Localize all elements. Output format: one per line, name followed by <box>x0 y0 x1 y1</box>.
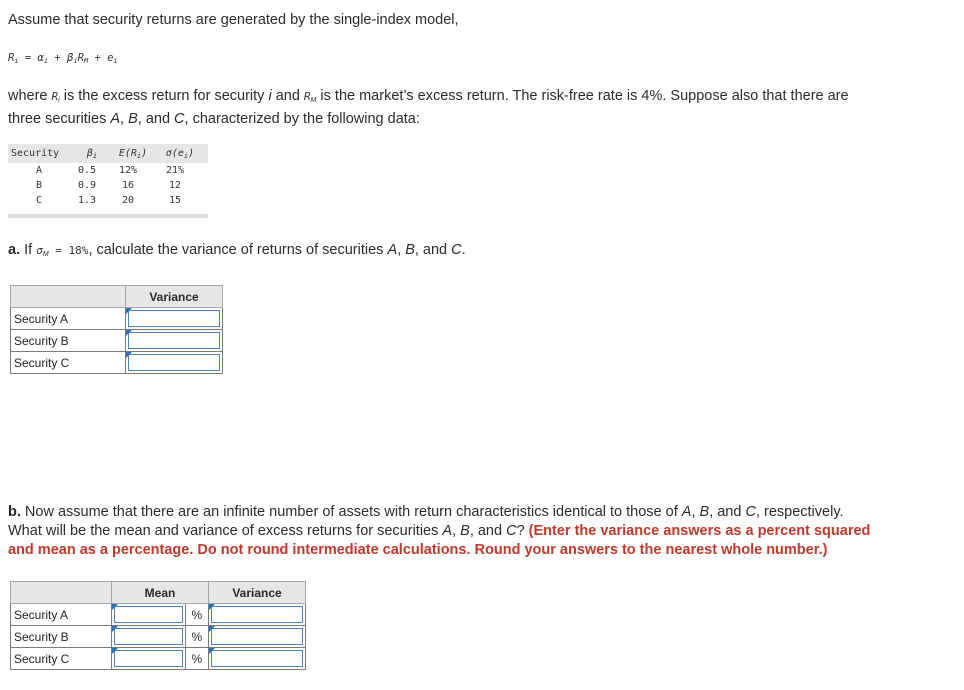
variance-column-header: Variance <box>126 286 223 308</box>
input-flag-icon <box>209 648 215 654</box>
input-flag-icon <box>112 604 118 610</box>
data-table-header: Security $\beta_i$ $E(R_i)$ $\sigma(e_i)$ <box>8 144 208 163</box>
row-label-security-a: Security A <box>11 308 126 330</box>
table-divider <box>8 214 208 218</box>
instructions-red-text-2: and mean as a percentage. Do not round intermediate calculations. Round your answers to the nearest whole number.) <box>8 542 828 558</box>
security-data-table <box>8 144 208 218</box>
variance-input-c[interactable] <box>126 352 223 374</box>
mean-input-b[interactable] <box>112 626 186 648</box>
part-a-question: a. If $\sigma_M = 18\%$, calculate the variance of returns of securities A, B, and C. <box>8 242 466 258</box>
percent-unit: % <box>185 604 208 626</box>
instructions-red-text: (Enter the variance answers as a percent squared <box>528 523 871 539</box>
percent-unit: % <box>185 648 208 670</box>
row-label-security-b: Security B <box>11 626 112 648</box>
mean-variance-answer-table <box>10 581 306 670</box>
input-flag-icon <box>112 648 118 654</box>
description-paragraph: where $R_i$ is the excess return for security i and $R_M$ is the market’s excess return. The risk-free rate is 4%. Suppose also that there are three securities A, B, and C, characterized by the following data: <box>8 88 849 127</box>
variance-answer-table <box>10 285 223 374</box>
mean-column-header: Mean <box>112 582 209 604</box>
mean-input-a[interactable] <box>112 604 186 626</box>
input-flag-icon <box>209 604 215 610</box>
variance-input-b[interactable] <box>126 330 223 352</box>
input-flag-icon <box>126 308 132 314</box>
variance-input-b[interactable] <box>209 626 306 648</box>
variance-input-c[interactable] <box>209 648 306 670</box>
variance-input-a[interactable] <box>126 308 223 330</box>
intro-text: Assume that security returns are generated by the single-index model, <box>8 12 459 28</box>
part-b-question: b. Now assume that there are an infinite number of assets with return characteristics identical to those of A, B, and C, respectively. What will be the mean and variance of excess returns for securities A, B, and C? (Enter the variance answers as a percent squared and mean as a percentage. Do not round intermediate calculations. Round your answers to the nearest whole number.) <box>8 504 871 558</box>
row-label-security-c: Security C <box>11 352 126 374</box>
row-label-security-b: Security B <box>11 330 126 352</box>
input-flag-icon <box>126 352 132 358</box>
percent-unit: % <box>185 626 208 648</box>
input-flag-icon <box>209 626 215 632</box>
input-flag-icon <box>112 626 118 632</box>
data-row-a: A 0.5 12% 21% <box>35 165 185 176</box>
single-index-formula: $R_i = \alpha_i + \beta_iR_M + e_i$ <box>8 52 118 65</box>
data-row-c: C 1.3 20 15 <box>35 195 182 206</box>
row-label-security-a: Security A <box>11 604 112 626</box>
data-row-b: B 0.9 16 12 <box>35 180 182 191</box>
variance-input-a[interactable] <box>209 604 306 626</box>
row-label-security-c: Security C <box>11 648 112 670</box>
variance-column-header: Variance <box>209 582 306 604</box>
input-flag-icon <box>126 330 132 336</box>
mean-input-c[interactable] <box>112 648 186 670</box>
